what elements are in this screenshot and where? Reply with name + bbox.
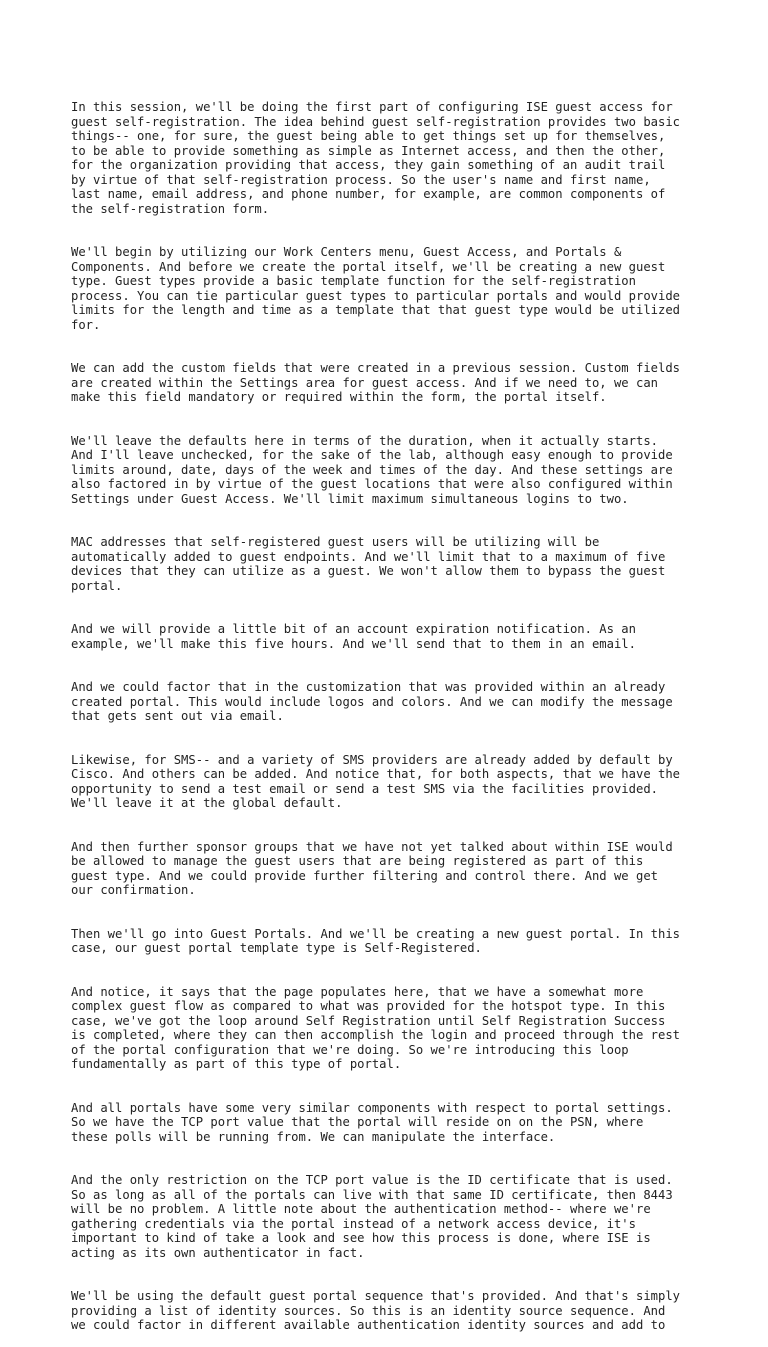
- paragraph: And all portals have some very similar components with respect to portal settings. So we have the TCP port value that the portal will reside on on the PSN, where these polls will be running from. We can manipulate the interface.: [71, 1100, 673, 1144]
- paragraph: MAC addresses that self-registered guest users will be utilizing will be automatically added to guest endpoints. And we'll limit that to a maximum of five devices that they can utilize as a guest. We won't allow them to bypass the guest portal.: [71, 535, 666, 593]
- paragraph: Then we'll go into Guest Portals. And we'll be creating a new guest portal. In this case, our guest portal template type is Self-Registered.: [71, 926, 681, 955]
- document-body: [71, 71, 711, 1347]
- paragraph: We'll leave the defaults here in terms of the duration, when it actually starts. And I'll leave unchecked, for the sake of the lab, although easy enough to provide limits around, date, days of the week and times of the day. And these settings are also factored in by virtue of the guest locations that were also configured within Settings under Guest Access. We'll limit maximum simultaneous logins to two.: [71, 433, 673, 506]
- paragraph: And then further sponsor groups that we have not yet talked about within ISE would be allowed to manage the guest users that are being registered as part of this guest type. And we could provide further filtering and control there. And we get our confirmation.: [71, 839, 673, 897]
- paragraph: And the only restriction on the TCP port value is the ID certificate that is used. So as long as all of the portals can live with that same ID certificate, then 8443 will be no problem. A little note about the authentication method-- where we're gathering credentials via the portal instead of a network access device, it's important to kind of take a look and see how this process is done, where ISE is acting as its own authenticator in fact.: [71, 1173, 673, 1260]
- paragraph: We'll begin by utilizing our Work Centers menu, Guest Access, and Portals & Components. And before we create the portal itself, we'll be creating a new guest type. Guest types provide a basic template function for the self-registration process. You can tie particular guest types to particular portals and would provide limits for the length and time as a template that that guest type would be utilized for.: [71, 245, 681, 332]
- paragraph: We'll be using the default guest portal sequence that's provided. And that's simply providing a list of identity sources. So this is an identity source sequence. And we could factor in different available authentication identity sources and add to: [71, 1289, 681, 1332]
- paragraph: We can add the custom fields that were created in a previous session. Custom fields are created within the Settings area for guest access. And if we need to, we can make this field mandatory or required within the form, the portal itself.: [71, 361, 681, 404]
- paragraph: Likewise, for SMS-- and a variety of SMS providers are already added by default by Cisco. And others can be added. And notice that, for both aspects, that we have the opportunity to send a test email or send a test SMS via the facilities provided. We'll leave it at the global default.: [71, 752, 681, 810]
- paragraph: And we will provide a little bit of an account expiration notification. As an example, we'll make this five hours. And we'll send that to them in an email.: [71, 622, 636, 651]
- paragraph: In this session, we'll be doing the first part of configuring ISE guest access for guest self-registration. The idea behind guest self-registration provides two basic things-- one, for sure, the guest being able to get things set up for themselves, to be able to provide something as simple as Internet access, and then the other, for the organization providing that access, they gain something of an audit trail by virtue of that self-registration process. So the user's name and first name, last name, email address, and phone number, for example, are common components of the self-registration form.: [71, 100, 681, 216]
- paragraph: And we could factor that in the customization that was provided within an already created portal. This would include logos and colors. And we can modify the message that gets sent out via email.: [71, 680, 673, 723]
- paragraph: And notice, it says that the page populates here, that we have a somewhat more complex guest flow as compared to what was provided for the hotspot type. In this case, we've got the loop around Self Registration until Self Registration Success is completed, where they can then accomplish the login and proceed through the rest of the portal configuration that we're doing. So we're introducing this loop fundamentally as part of this type of portal.: [71, 984, 681, 1071]
